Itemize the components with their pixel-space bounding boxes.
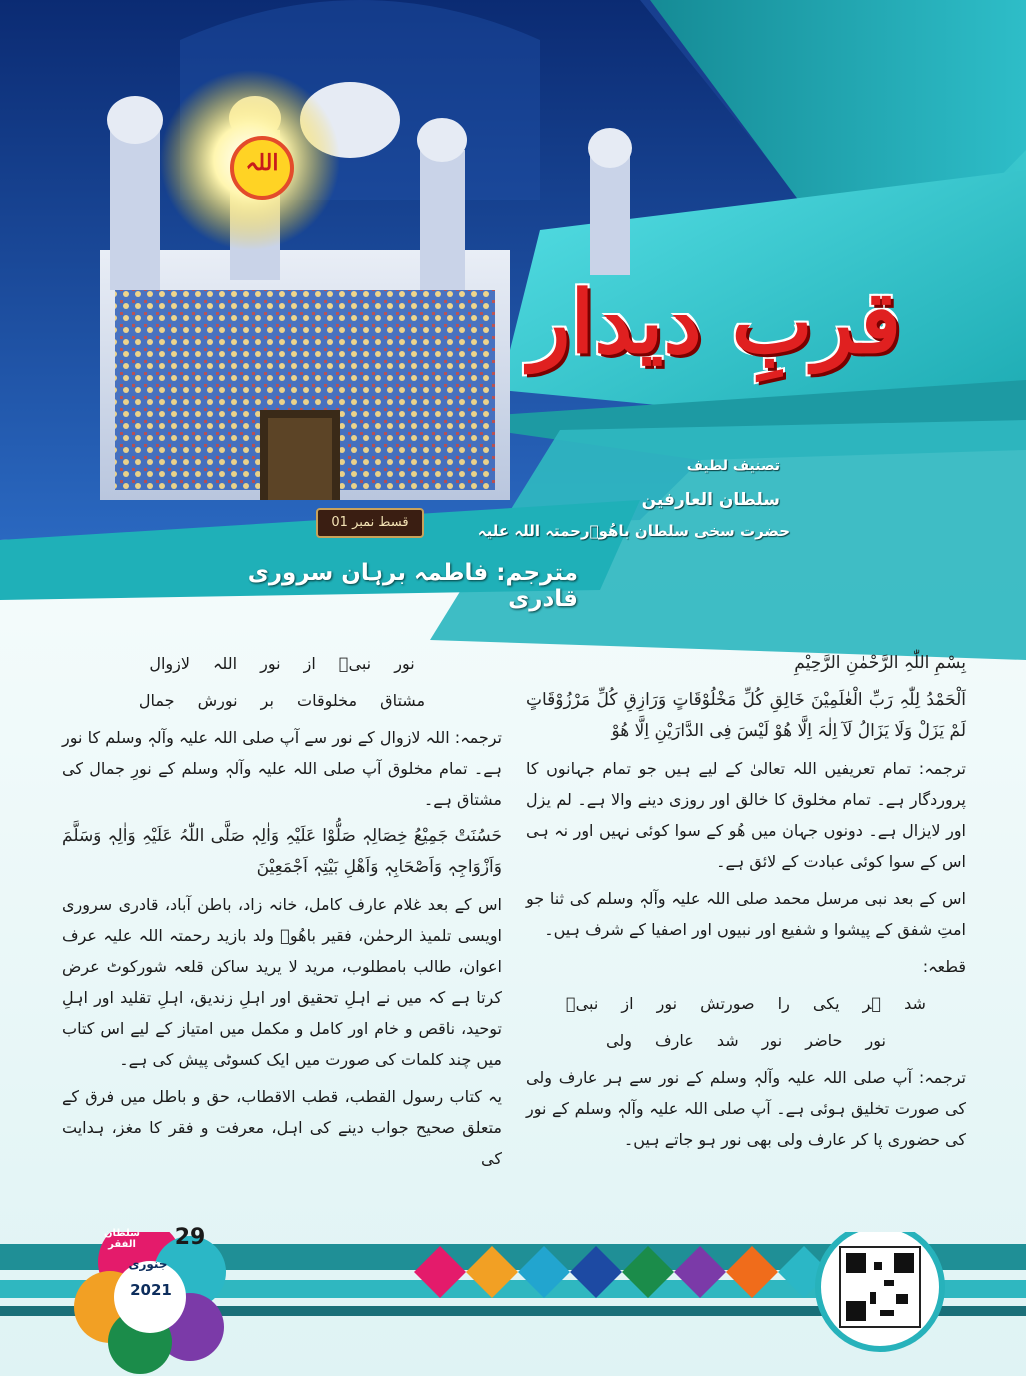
verse-line-2: مشتاق مخلوقات بر نورش جمال [138, 691, 426, 710]
verse-line-1: نور نبیؐ از نور اللہ لازوال [149, 654, 415, 673]
qita-label: قطعہ: [922, 957, 966, 976]
right-column [526, 648, 966, 1161]
translation-paragraph-1: ترجمہ: اللہ لازوال کے نور سے آپ صلی اللہ علیہ وآلہٖ وسلم کا نور ہے۔ تمام مخلوق آپ صلی اللہ علیہ وآلہٖ وسلم کے نورِ جمال کی مشتاق ہے۔ [62, 728, 502, 809]
translation-paragraph-3: ترجمہ: آپ صلی اللہ علیہ وآلہٖ وسلم کے نور سے ہر عارف ولی کی صورت تخلیق ہوئی ہے۔ آپ صلی اللہ علیہ وآلہٖ وسلم کے نور کی حضوری پا کر عارف ولی بھی نور ہو جاتے ہیں۔ [526, 1068, 966, 1149]
installment-badge: قسط نمبر 01 [316, 508, 424, 538]
paragraph-2: اس کے بعد نبی مرسل محمد صلی اللہ علیہ وآلہٖ وسلم کی ثنا جو امتِ شفق کے پیشوا و شفیع اور نبیوں اور اصفیا کے شرف ہیں۔ [526, 889, 966, 939]
translator-credit: مترجم: فاطمہ برہان سروری قادری [247, 560, 578, 612]
paragraph-3: یہ کتاب رسول القطب، قطب الاقطاب، حق و باطل میں فرق کے متعلق صحیح جواب دینے کی اہل، معرفت و فقر کا مغز، ہدایت کی [62, 1087, 502, 1168]
issue-year: 2021 [130, 1281, 172, 1299]
arabic-praise: اَلْحَمْدُ لِلّٰہِ رَبِّ الْعٰلَمِیْنَ خَالِقِ کُلِّ مَخْلُوْقَاتٍ وَرَازِقِ کُلِّ مَرْزُوْقَاتٍ لَمْ یَزَلْ وَلَا یَزَالُ لَآ اِلٰہَ اِلَّا ھُوْ لَیْسَ فِی الدَّارَیْنِ اِلَّا ھُوْ [526, 690, 966, 741]
calligraphy-medallion: اللہ [245, 150, 279, 176]
credit-line-3: حضرت سخی سلطان باھُوؒرحمتہ اللہ علیہ [477, 522, 790, 540]
credit-line-2: سلطان العارفین [641, 490, 780, 510]
verse-line-1: شد ہر یکی را صورتش نور از نبیؐ [566, 994, 926, 1013]
page-number: 29 [174, 1225, 206, 1250]
arabic-salawat: حَسُنَتْ جَمِیْعُ خِصَالِہٖ صَلُّوْا عَلَیْہِ وَاٰلِہٖ صَلَّی اللّٰہُ عَلَیْہِ وَاٰلِہٖ وَسَلَّمَ وَاَزْوَاجِہٖ وَاَصْحَابِہٖ وَاَھْلِ بَیْتِہٖ اَجْمَعِیْنَ [62, 826, 502, 877]
verse-line-2: نور حاضر نور شد عارف ولی [606, 1031, 886, 1050]
issue-month: جنوری [128, 1257, 168, 1271]
magazine-logo: سلطان الفقر [104, 1228, 140, 1250]
qr-code-icon [838, 1245, 922, 1329]
paragraph-2: اس کے بعد غلام عارف کامل، خانہ زاد، باطن آباد، قادری سروری اویسی تلمیذ الرحمٰن، فقیر باھُوؒ ولد بازید رحمتہ اللہ علیہ عرف اعوان، طالب بامطلوب، مرید لا یرید ساکن قلعہ شورکوٹ عرض کرتا ہے کہ میں نے اہلِ تحقیق اور اہلِ زندیق، اہلِ تقلید اور اہلِ توحید، ناقص و خام اور کامل و مکمل میں امتیاز کے لیے اس کتاب میں چند کلمات کی صورت میں ایک کسوٹی پیش کی ہے۔ [62, 895, 502, 1069]
credit-line-1: تصنیف لطیف [686, 458, 780, 474]
translation-paragraph-1: ترجمہ: تمام تعریفیں اللہ تعالیٰ کے لیے ہیں جو تمام جہانوں کا پروردگار ہے۔ تمام مخلوق کا خالق اور روزی دینے والا ہے۔ لم یزل اور لایزال ہے۔ دونوں جہان میں ھُو کے سوا کوئی نہیں اور نہ ہی اس کے سوا کوئی عبادت کے لائق ہے۔ [526, 759, 966, 871]
article-title: قربِ دیدار [528, 272, 902, 373]
bismillah: بِسْمِ اللّٰہِ الرَّحْمٰنِ الرَّحِیْمِ [794, 653, 966, 673]
left-column [62, 648, 502, 1180]
